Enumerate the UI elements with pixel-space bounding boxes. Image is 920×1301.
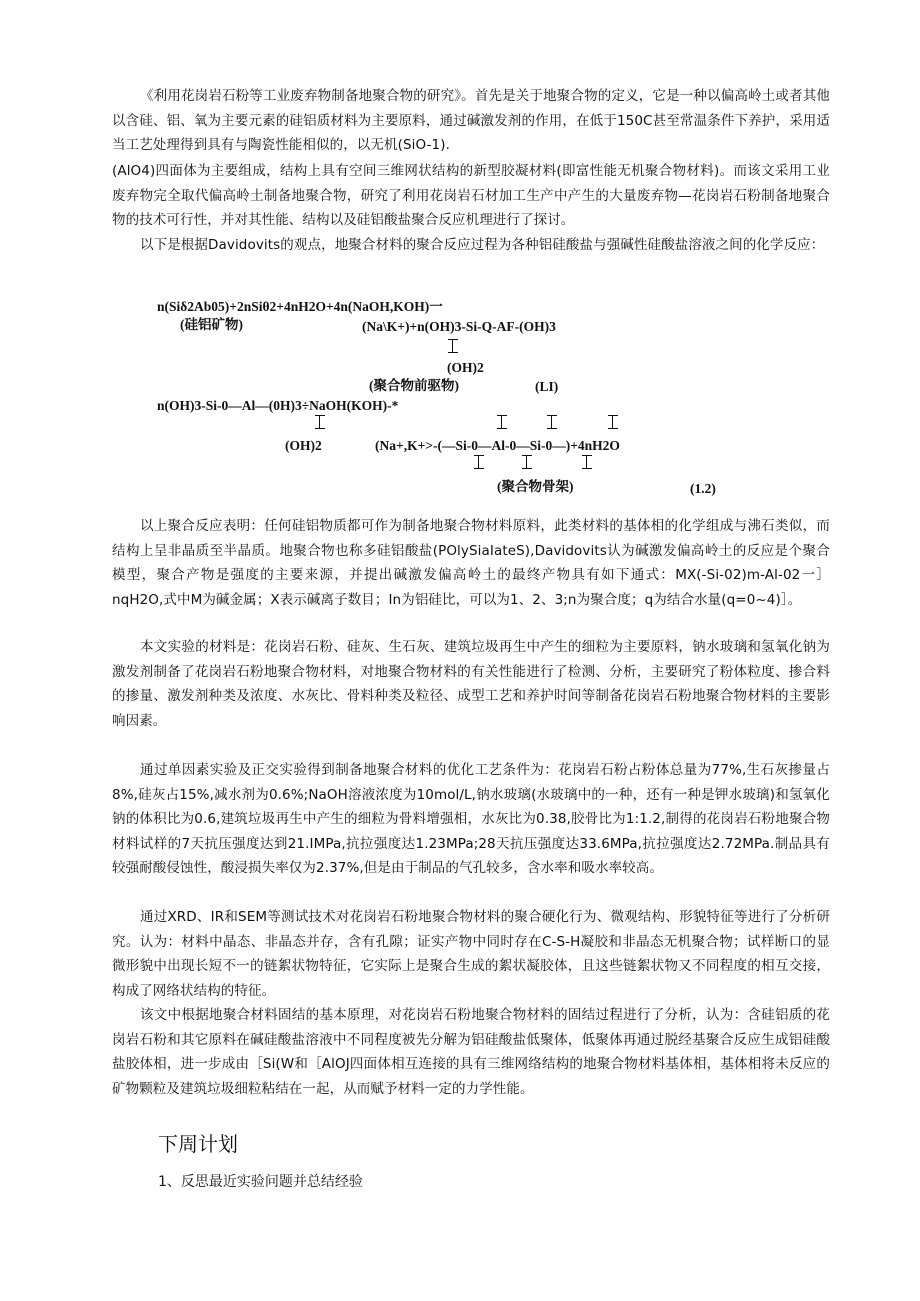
- paragraph-aluminate: (AlO4)四面体为主要组成，结构上具有空间三维网状结构的新型胶凝材料(即富性能无机聚合物材料)。而该文采用工业废弃物完全取代偏高岭土制备地聚合物，研究了利用花岗岩石材加工生产中产生的大量废弃物—花岗岩石粉制备地聚合物的技术可行性，并对其性能、结构以及硅铝酸盐聚合反应机理进行了探讨。: [112, 163, 830, 229]
- equation-label-skeleton: (聚合物骨架): [497, 479, 574, 494]
- paragraph-optimization: 通过单因素实验及正交实验得到制备地聚合材料的优化工艺条件为：花岗岩石粉占粉体总量为77%,生石灰掺量占8%,硅灰占15%,减水剂为0.6%;NaOH溶液浓度为10mol∕L,钠水玻璃(水玻璃中的一种，还有一种是钾水玻璃)和氢氧化钠的体积比为0.6,建筑垃圾再生中产生的细粒为骨料增强相，水灰比为0.38,胶骨比为1:1.2,制得的花岗岩石粉地聚合物材料试样的7天抗压强度达到21.IMPa,抗拉强度达1.23MPa;28天抗压强度达33.6MPa,抗拉强度达2.72MPa.制品具有较强耐酸侵蚀性，酸浸损失率仅为2.37%,但是由于制品的气孔较多，含水率和吸水率较高。: [112, 762, 830, 877]
- bond-tick: [497, 415, 507, 430]
- equation-oh2-b: (OH)2: [285, 438, 322, 453]
- bond-tick: [474, 455, 484, 470]
- bond-tick: [522, 455, 532, 470]
- equation-line-1: n(Siδ2Ab05)+2nSiθ2+4nH2O+4n(NaOH,KOH)一: [157, 299, 443, 314]
- equation-line-3: n(OH)3-Si-0—Al—(0H)3÷NaOH(KOH)-*: [157, 398, 399, 413]
- paragraph-materials: 本文实验的材料是：花岗岩石粉、硅灰、生石灰、建筑垃圾再生中产生的细粒为主要原料，钠水玻璃和氢氧化钠为激发剂制备了花岗岩石粉地聚合物材料，对地聚合物材料的有关性能进行了检测、分析，主要研究了粉体粒度、掺合料的掺量、激发剂种类及浓度、水灰比、骨料种类及粒径、成型工艺和养护时间等制备花岗岩石粉地聚合物材料的主要影响因素。: [112, 639, 830, 729]
- paragraph-consolidation: 该文中根据地聚合材料固结的基本原理，对花岗岩石粉地聚合物材料的固结过程进行了分析，认为：含硅铝质的花岗岩石粉和其它原料在碱硅酸盐溶液中不同程度被先分解为铝硅酸盐低聚体，低聚体再通过脱经基聚合反应生成铝硅酸盐胶体相，进一步成由［Si(W和［AlOJ四面体相互连接的具有三维网络结构的地聚合物材料基体相，基体相将未反应的矿物颗粒及建筑垃圾细粒粘结在一起，从而赋予材料一定的力学性能。: [112, 1007, 830, 1097]
- paragraph-analysis: 通过XRD、IR和SEM等测试技术对花岗岩石粉地聚合物材料的聚合硬化行为、微观结构、形貌特征等进行了分析研究。认为：材料中晶态、非晶态并存，含有孔隙；证实产物中同时存在C-S-H凝胶和非晶态无机聚合物；试样断口的显微形貌中出现长短不一的链絮状物特征，它实际上是聚合生成的絮状凝胶体，且这些链絮状物又不同程度的相互交接，构成了网络状结构的特征。: [112, 909, 830, 999]
- equation-label-mineral: (硅铝矿物): [180, 317, 243, 332]
- bond-tick: [547, 415, 557, 430]
- bond-tick: [582, 455, 592, 470]
- equation-label-li: (LI): [535, 379, 559, 394]
- equation-label-precursor: (聚合物前驱物): [369, 378, 459, 393]
- paragraph-davidovits: 以下是根据Davidovits的观点，地聚合材料的聚合反应过程为各种铝硅酸盐与强碱性硅酸盐溶液之间的化学反应：: [140, 237, 825, 253]
- next-week-item-1: 1、反思最近实验问题并总结经验: [158, 1174, 363, 1190]
- equation-oh2-a: (OH)2: [447, 360, 484, 375]
- paragraph-definition: 《利用花岗岩石粉等工业废弃物制备地聚合物的研究》。首先是关于地聚合物的定义，它是一种以偏高岭土或者其他以含硅、铝、氧为主要元素的硅铝质材料为主要原料，通过碱激发剂的作用，在低于150C甚至常温条件下养护，采用适当工艺处理得到具有与陶瓷性能相似的，以无机(SiO-1).: [112, 88, 830, 154]
- equation-line-4: (Na+,K+>-(—Si-0—Al-0—Si-0—)+4nH2O: [375, 438, 620, 453]
- equation-number: (1.2): [690, 481, 716, 496]
- bond-tick: [608, 415, 618, 430]
- bond-tick: [315, 415, 325, 430]
- equation-line-2: (Na\K+)+n(OH)3-Si-Q-AF-(OH)3: [362, 319, 556, 334]
- next-week-heading: 下周计划: [158, 1132, 238, 1156]
- paragraph-reaction-notes: 以上聚合反应表明：任何硅铝物质都可作为制备地聚合物材料原料，此类材料的基体相的化学组成与沸石类似，而结构上呈非晶质至半晶质。地聚合物也称多硅铝酸盐(POlySiaIateS),Davidovits认为碱激发偏高岭土的反应是个聚合模型，聚合产物是强度的主要来源，并提出碱激发偏高岭土的最终产物具有如下通式：MX(-Si-02)m-Al-02一］nqH2O,式中M为碱金属；X表示碱离子数目；In为铝硅比，可以为1、2、3;n为聚合度；q为结合水量(q=0~4)］。: [112, 518, 830, 608]
- bond-tick: [448, 339, 458, 354]
